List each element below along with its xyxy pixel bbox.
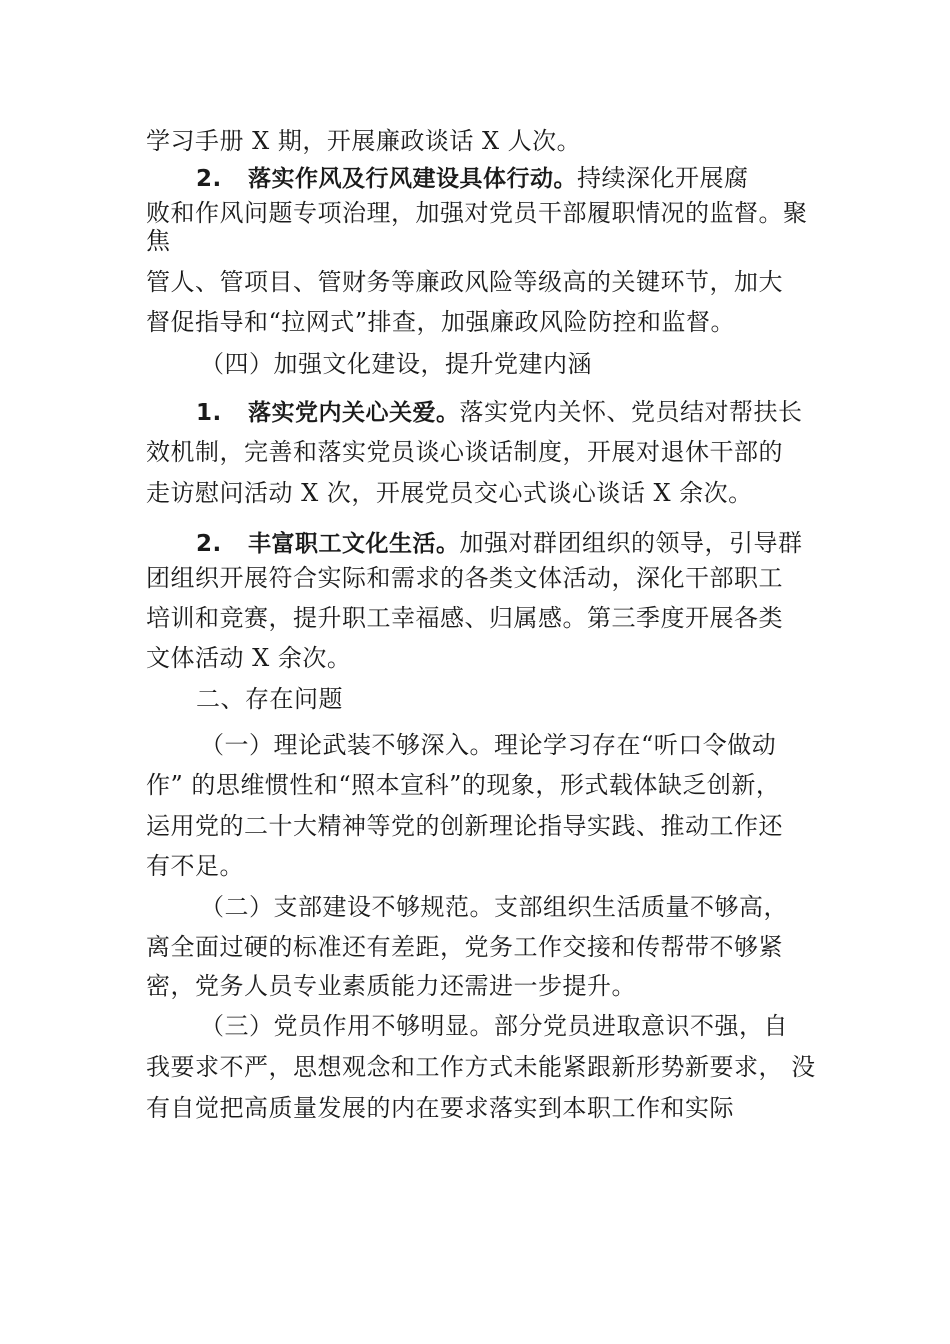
section-heading: （四）加强文化建设，提升党建内涵 — [200, 350, 592, 378]
list-number: 2. — [196, 166, 222, 192]
text-line: （三）党员作用不够明显。部分党员进取意识不强，自 — [200, 1012, 788, 1040]
text-line: 学习手册 X 期，开展廉政谈话 X 人次。 — [146, 127, 582, 155]
text-line: （二）支部建设不够规范。支部组织生活质量不够高， — [200, 893, 788, 921]
item-title: 丰富职工文化生活。 — [248, 531, 460, 557]
list-item-heading — [196, 163, 749, 194]
text-line: 管人、管项目、管财务等廉政风险等级高的关键环节，加大 — [146, 268, 783, 296]
text-line: 有自觉把高质量发展的内在要求落实到本职工作和实际 — [146, 1094, 734, 1122]
list-item-heading — [196, 528, 803, 559]
text-line: 督促指导和“拉网式”排查，加强廉政风险防控和监督。 — [146, 308, 736, 336]
list-item-heading — [196, 397, 803, 428]
list-number: 1. — [196, 400, 222, 426]
text-line: 焦 — [146, 227, 171, 255]
item-title: 落实作风及行风建设具体行动。 — [248, 166, 577, 192]
text-line: 有不足。 — [146, 852, 244, 880]
item-text: 持续深化开展腐 — [577, 164, 749, 192]
text-line: 文体活动 X 余次。 — [146, 644, 352, 672]
text-line: 培训和竞赛，提升职工幸福感、归属感。第三季度开展各类 — [146, 604, 783, 632]
text-line: 走访慰问活动 X 次，开展党员交心式谈心谈话 X 余次。 — [146, 479, 753, 507]
item-text: 落实党内关怀、党员结对帮扶长 — [459, 398, 803, 426]
text-line: 离全面过硬的标准还有差距，党务工作交接和传帮带不够紧 — [146, 933, 783, 961]
text-line: 团组织开展符合实际和需求的各类文体活动，深化干部职工 — [146, 564, 783, 592]
item-title: 落实党内关心关爱。 — [248, 400, 460, 426]
text-line: 我要求不严，思想观念和工作方式未能紧跟新形势新要求， 没 — [146, 1053, 816, 1081]
text-line: （一）理论武装不够深入。理论学习存在“听口令做动 — [200, 731, 777, 759]
section-heading: 二、存在问题 — [196, 685, 343, 713]
list-number: 2. — [196, 531, 222, 557]
text-line: 效机制，完善和落实党员谈心谈话制度，开展对退休干部的 — [146, 438, 783, 466]
item-text: 加强对群团组织的领导，引导群 — [459, 529, 803, 557]
text-line: 作” 的思维惯性和“照本宣科”的现象，形式载体缺乏创新， — [146, 771, 781, 799]
text-line: 败和作风问题专项治理，加强对党员干部履职情况的监督。聚 — [146, 199, 808, 227]
text-line: 密，党务人员专业素质能力还需进一步提升。 — [146, 972, 636, 1000]
text-line: 运用党的二十大精神等党的创新理论指导实践、推动工作还 — [146, 812, 783, 840]
